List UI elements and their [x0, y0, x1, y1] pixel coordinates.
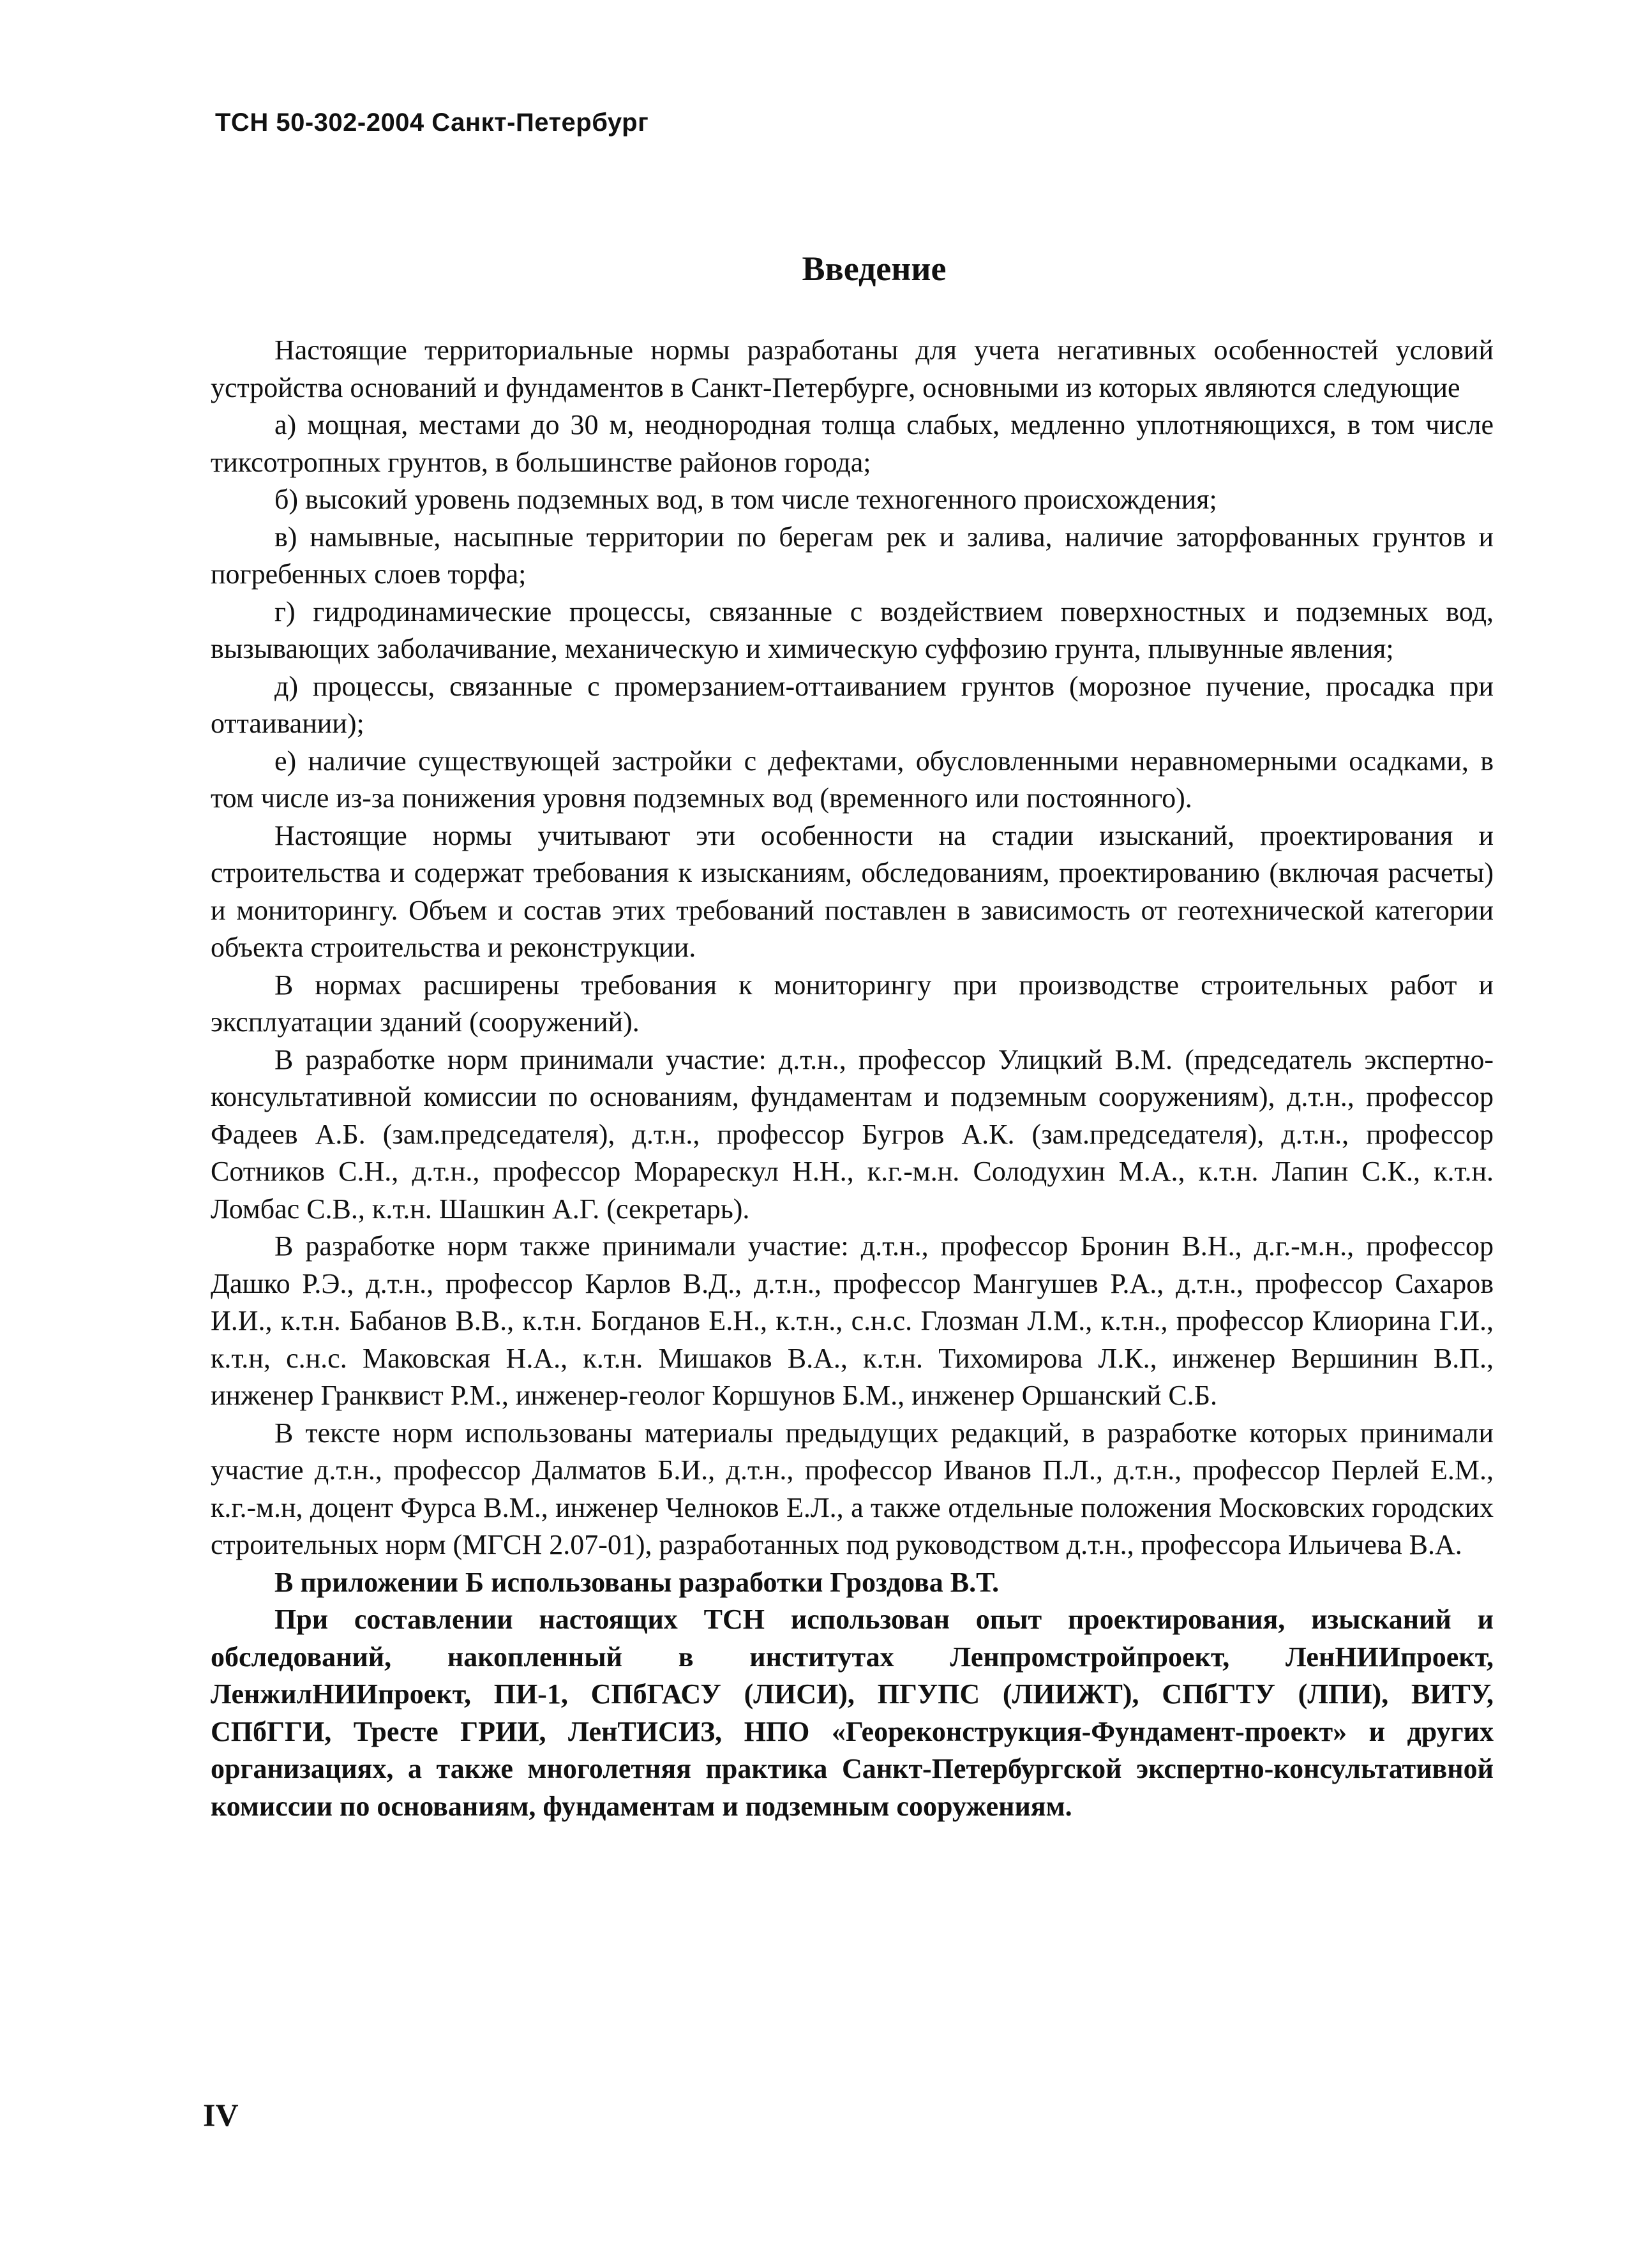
- monitoring-paragraph: В нормах расширены требования к мониторингу при производстве строительных работ и эксплуатации зданий (сооружений).: [211, 969, 1494, 1038]
- list-item-c: в) намывные, насыпные территории по берегам рек и залива, наличие заторфованных грунтов и погребенных слоев торфа;: [211, 521, 1494, 590]
- section-title: Введение: [802, 250, 947, 288]
- running-header: ТСН 50-302-2004 Санкт-Петербург: [215, 108, 649, 137]
- authors-paragraph: В разработке норм принимали участие: д.т.н., профессор Улицкий В.М. (председатель экспертно-консультативной комиссии по основаниям, фундаментам и подземным сооружениям), д.т.н., профессор Фадеев А.Б. (зам.председателя), д.т.н., профессор Бугров А.К. (зам.председателя), д.т.н., профессор Сотников С.Н., д.т.н., профессор Морарескул Н.Н., к.г.-м.н. Солодухин М.А., к.т.н. Лапин С.К., к.т.н. Ломбас С.В., к.т.н. Шашкин А.Г. (секретарь).: [211, 1043, 1494, 1225]
- list-item-a: а) мощная, местами до 30 м, неоднородная толща слабых, медленно уплотняющихся, в том числе тиксотропных грунтов, в большинстве районов города;: [211, 409, 1494, 478]
- list-item-d: г) гидродинамические процессы, связанные с воздействием поверхностных и подземных вод, вызывающих заболачивание, механическую и химическую суффозию грунта, плывунные явления;: [211, 595, 1494, 664]
- contributors-paragraph: В разработке норм также принимали участие: д.т.н., профессор Бронин В.Н., д.г.-м.н., профессор Дашко Р.Э., д.т.н., профессор Карлов В.Д., д.т.н., профессор Мангушев Р.А., д.т.н., профессор Сахаров И.И., к.т.н. Бабанов В.В., к.т.н. Богданов Е.Н., к.т.н., с.н.с. Глозман Л.М., к.т.н., профессор Клиорина Г.И., к.т.н, с.н.с. Маковская Н.А., к.т.н. Мишаков В.А., к.т.н. Тихомирова Л.К., инженер Вершинин В.П., инженер Гранквист Р.М., инженер-геолог Коршунов Б.М., инженер Оршанский С.Б.: [211, 1230, 1494, 1411]
- appendix-paragraph: В приложении Б использованы разработки Гроздова В.Т.: [274, 1566, 1000, 1598]
- previous-editions-paragraph: В тексте норм использованы материалы предыдущих редакций, в разработке которых принимали участие д.т.н., профессор Далматов Б.И., д.т.н., профессор Иванов П.Л., д.т.н., профессор Перлей Е.М., к.г.-м.н, доцент Фурса В.М., инженер Челноков Е.Л., а также отдельные положения Московских городских строительных норм (МГСН 2.07-01), разработанных под руководством д.т.н., профессора Ильичева В.А.: [211, 1417, 1494, 1560]
- intro-paragraph: Настоящие территориальные нормы разработаны для учета негативных особенностей условий устройства оснований и фундаментов в Санкт-Петербурге, основными из которых являются следующие: [211, 334, 1494, 403]
- scope-paragraph: Настоящие нормы учитывают эти особенности на стадии изысканий, проектирования и строительства и содержат требования к изысканиям, обследованиям, проектированию (включая расчеты) и мониторингу. Объем и состав этих требований поставлен в зависимость от геотехнической категории объекта строительства и реконструкции.: [211, 819, 1494, 963]
- list-item-e: д) процессы, связанные с промерзанием-оттаиванием грунтов (морозное пучение, просадка при оттаивании);: [211, 670, 1494, 739]
- body-text: [211, 332, 1494, 1825]
- list-item-b: б) высокий уровень подземных вод, в том числе техногенного происхождения;: [274, 484, 1217, 515]
- page-number: IV: [203, 2097, 239, 2133]
- experience-paragraph: При составлении настоящих ТСН использован опыт проектирования, изысканий и обследований, накопленный в институтах Ленпромстройпроект, ЛенНИИпроект, ЛенжилНИИпроект, ПИ-1, СПбГАСУ (ЛИСИ), ПГУПС (ЛИИЖТ), СПбГТУ (ЛПИ), ВИТУ, СПбГГИ, Тресте ГРИИ, ЛенТИСИЗ, НПО «Геореконструкция-Фундамент-проект» и других организациях, а также многолетняя практика Санкт-Петербургской экспертно-консультативной комиссии по основаниям, фундаментам и подземным сооружениям.: [211, 1604, 1494, 1822]
- list-item-f: е) наличие существующей застройки с дефектами, обусловленными неравномерными осадками, в том числе из-за понижения уровня подземных вод (временного или постоянного).: [211, 745, 1494, 814]
